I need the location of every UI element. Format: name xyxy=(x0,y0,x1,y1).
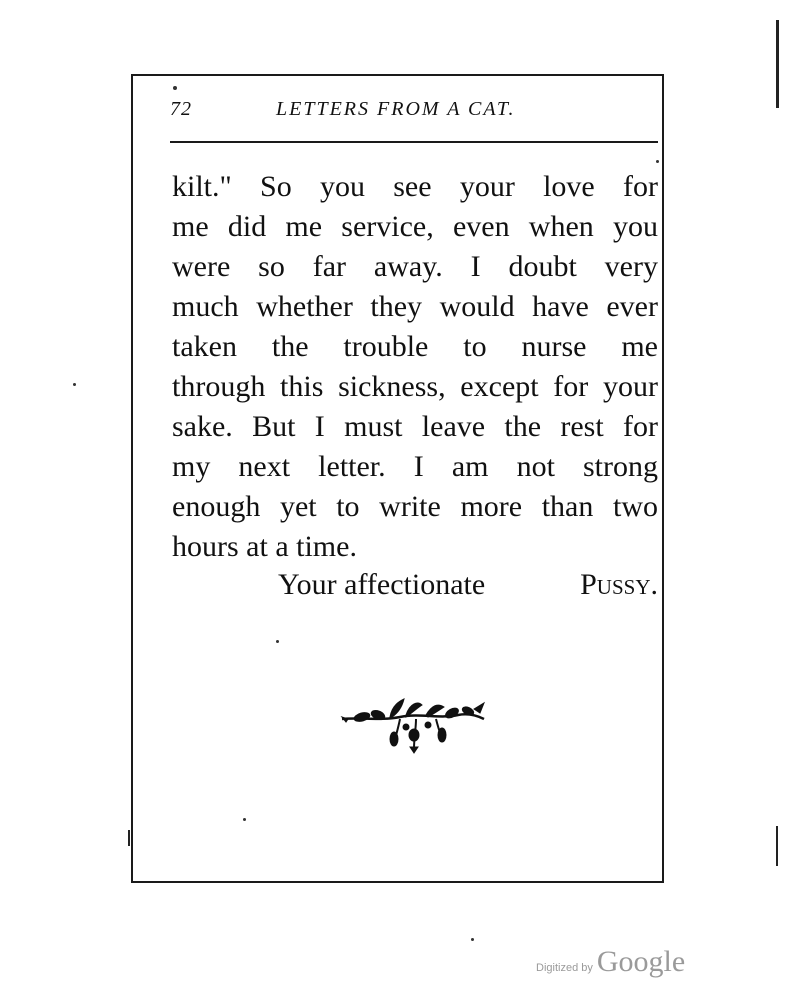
running-title: LETTERS FROM A CAT. xyxy=(276,98,516,120)
body-line: enough yet to write more than two xyxy=(172,490,658,523)
body-line: taken the trouble to nurse me xyxy=(172,330,658,363)
scan-speck xyxy=(276,640,279,643)
scan-speck xyxy=(73,383,76,386)
scan-edge-mark xyxy=(128,830,130,846)
digitized-watermark xyxy=(536,945,685,985)
body-line: kilt." So you see your love for xyxy=(172,170,658,203)
scan-speck xyxy=(471,938,474,941)
body-line: much whether they would have ever xyxy=(172,290,658,323)
body-line: my next letter. I am not strong xyxy=(172,450,658,483)
running-head xyxy=(170,98,658,128)
watermark-prefix: Digitized by xyxy=(536,962,593,974)
closing-phrase: Your affectionate xyxy=(278,568,486,601)
signature-name: Pussy. xyxy=(580,568,658,601)
google-logo: Google xyxy=(596,945,686,978)
scan-speck xyxy=(656,160,659,163)
body-line: through this sickness, except for your xyxy=(172,370,658,403)
body-line: hours at a time. xyxy=(172,530,357,563)
scan-edge-mark xyxy=(776,20,779,108)
scan-speck xyxy=(173,86,177,90)
page-number: 72 xyxy=(170,98,192,120)
scan-edge-mark xyxy=(776,826,778,866)
letter-body xyxy=(172,167,658,567)
scan-speck xyxy=(243,818,246,821)
body-line: sake. But I must leave the rest for xyxy=(172,410,658,443)
body-line: me did me service, even when you xyxy=(172,210,658,243)
header-rule xyxy=(170,141,658,143)
floral-vine-ornament-icon xyxy=(340,695,486,755)
body-line: were so far away. I doubt very xyxy=(172,250,658,283)
